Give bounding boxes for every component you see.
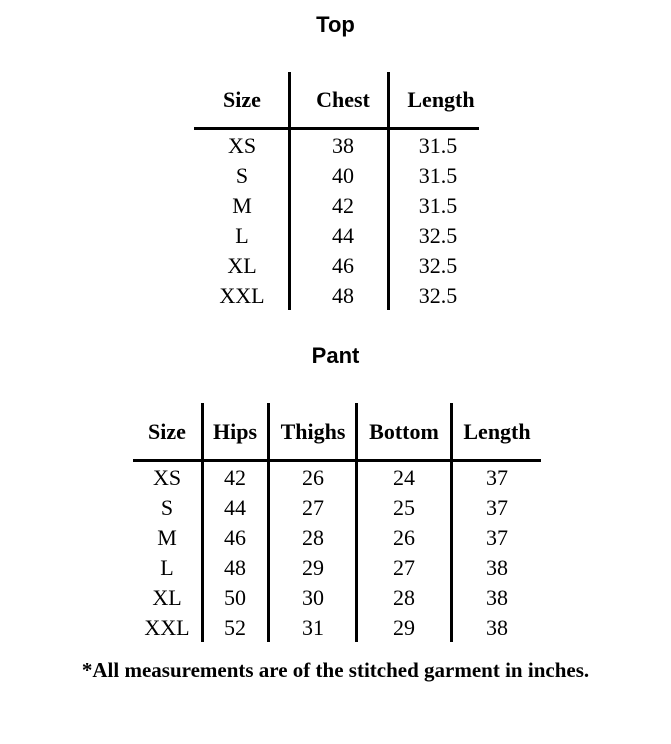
top-column-divider-2 [387, 72, 390, 310]
pant-cell-hips: 48 [224, 555, 246, 580]
top-cell-chest: 48 [332, 283, 354, 308]
measurement-footnote: *All measurements are of the stitched garment in inches. [81, 658, 590, 682]
top-cell-chest: 46 [332, 253, 354, 278]
pant-cell-size: XS [152, 465, 182, 490]
pant-cell-bottom: 27 [393, 555, 415, 580]
pant-cell-hips: 44 [224, 495, 246, 520]
top-cell-chest: 44 [332, 223, 354, 248]
pant-table-title: Pant [311, 343, 360, 368]
pant-cell-length: 38 [486, 555, 508, 580]
top-cell-chest: 42 [332, 193, 354, 218]
pant-column-divider-1 [201, 403, 204, 642]
top-column-divider-1 [288, 72, 291, 310]
pant-cell-thighs: 28 [302, 525, 324, 550]
pant-cell-hips: 52 [224, 615, 246, 640]
top-cell-length: 32.5 [418, 223, 458, 248]
pant-cell-thighs: 26 [302, 465, 324, 490]
pant-header-bottom: Bottom [369, 419, 439, 444]
pant-cell-size: XXL [144, 615, 190, 640]
pant-header-size: Size [148, 419, 186, 444]
pant-cell-bottom: 26 [393, 525, 415, 550]
pant-column-divider-2 [267, 403, 270, 642]
pant-cell-thighs: 31 [302, 615, 324, 640]
top-cell-size: L [235, 223, 249, 248]
top-cell-length: 32.5 [418, 283, 458, 308]
pant-cell-length: 38 [486, 585, 508, 610]
pant-cell-thighs: 30 [302, 585, 324, 610]
top-cell-chest: 38 [332, 133, 354, 158]
pant-cell-bottom: 24 [393, 465, 415, 490]
top-cell-size: XS [227, 133, 257, 158]
pant-header-thighs: Thighs [280, 419, 346, 444]
top-cell-chest: 40 [332, 163, 354, 188]
pant-cell-bottom: 25 [393, 495, 415, 520]
pant-cell-hips: 42 [224, 465, 246, 490]
pant-header-rule [133, 459, 541, 462]
pant-cell-hips: 50 [224, 585, 246, 610]
pant-cell-size: L [160, 555, 174, 580]
top-header-chest: Chest [316, 87, 370, 112]
pant-cell-size: M [157, 525, 177, 550]
pant-cell-thighs: 29 [302, 555, 324, 580]
top-cell-length: 31.5 [418, 193, 458, 218]
pant-cell-length: 38 [486, 615, 508, 640]
top-cell-size: XXL [219, 283, 265, 308]
top-header-length: Length [407, 87, 475, 112]
pant-cell-size: XL [152, 585, 182, 610]
pant-cell-size: S [160, 495, 174, 520]
pant-header-length: Length [463, 419, 531, 444]
top-cell-size: XL [227, 253, 257, 278]
top-cell-size: M [232, 193, 252, 218]
pant-cell-bottom: 29 [393, 615, 415, 640]
pant-header-hips: Hips [212, 419, 258, 444]
top-header-rule [194, 127, 479, 130]
top-cell-length: 32.5 [418, 253, 458, 278]
pant-cell-hips: 46 [224, 525, 246, 550]
pant-cell-thighs: 27 [302, 495, 324, 520]
pant-cell-length: 37 [486, 465, 508, 490]
top-table-title: Top [316, 12, 355, 37]
pant-cell-length: 37 [486, 495, 508, 520]
top-header-size: Size [223, 87, 261, 112]
pant-cell-bottom: 28 [393, 585, 415, 610]
pant-column-divider-4 [450, 403, 453, 642]
pant-cell-length: 37 [486, 525, 508, 550]
top-cell-length: 31.5 [418, 133, 458, 158]
top-cell-length: 31.5 [418, 163, 458, 188]
pant-column-divider-3 [355, 403, 358, 642]
top-cell-size: S [235, 163, 249, 188]
